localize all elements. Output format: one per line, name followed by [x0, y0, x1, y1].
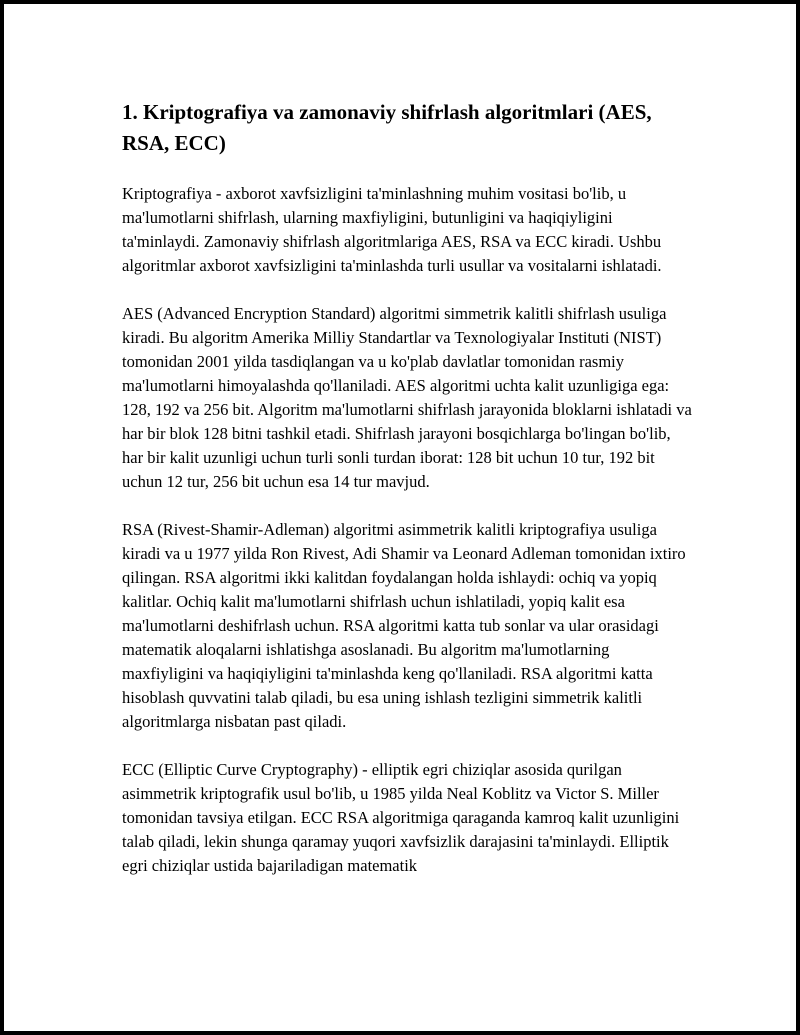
paragraph-intro: Kriptografiya - axborot xavfsizligini ta'minlashning muhim vositasi bo'lib, u ma'lumotlarni shifrlash, ularning maxfiyligini, butunligini va haqiqiyligini ta'minlaydi. Zamonaviy shifrlash algoritmlariga AES, RSA va ECC kiradi. Ushbu algoritmlar axborot xavfsizligini ta'minlashda turli usullar va vositalarni ishlatadi.	[122, 184, 662, 275]
section-title: 1. Kriptografiya va zamonaviy shifrlash algoritmlari (AES, RSA, ECC)	[122, 100, 652, 155]
document-content	[122, 97, 692, 902]
paragraph-rsa: RSA (Rivest-Shamir-Adleman) algoritmi asimmetrik kalitli kriptografiya usuliga kiradi va u 1977 yilda Ron Rivest, Adi Shamir va Leonard Adleman tomonidan ixtiro qilingan. RSA algoritmi ikki kalitdan foydalangan holda ishlaydi: ochiq va yopiq kalitlar. Ochiq kalit ma'lumotlarni shifrlash uchun ishlatiladi, yopiq kalit esa ma'lumotlarni deshifrlash uchun. RSA algoritmi katta tub sonlar va ular orasidagi matematik aloqalarni ishlatishga asoslanadi. Bu algoritm ma'lumotlarning maxfiyligini va haqiqiyligini ta'minlashda keng qo'llaniladi. RSA algoritmi katta hisoblash quvvatini talab qiladi, bu esa uning ishlash tezligini simmetrik kalitli algoritmlarga nisbatan past qiladi.	[122, 520, 686, 731]
paragraph-aes: AES (Advanced Encryption Standard) algoritmi simmetrik kalitli shifrlash usuliga kiradi. Bu algoritm Amerika Milliy Standartlar va Texnologiyalar Instituti (NIST) tomonidan 2001 yilda tasdiqlangan va u ko'plab davlatlar tomonidan rasmiy ma'lumotlarni himoyalashda qo'llaniladi. AES algoritmi uchta kalit uzunligiga ega: 128, 192 va 256 bit. Algoritm ma'lumotlarni shifrlash jarayonida bloklarni ishlatadi va har bir blok 128 bitni tashkil etadi. Shifrlash jarayoni bosqichlarga bo'lingan bo'lib, har bir kalit uzunligi uchun turli sonli turdan iborat: 128 bit uchun 10 tur, 192 bit uchun 12 tur, 256 bit uchun esa 14 tur mavjud.	[122, 304, 692, 491]
paragraph-ecc: ECC (Elliptic Curve Cryptography) - elliptik egri chiziqlar asosida qurilgan asimmetrik kriptografik usul bo'lib, u 1985 yilda Neal Koblitz va Victor S. Miller tomonidan tavsiya etilgan. ECC RSA algoritmiga qaraganda kamroq kalit uzunligini talab qiladi, lekin shunga qaramay yuqori xavfsizlik darajasini ta'minlaydi. Elliptik egri chiziqlar ustida bajariladigan matematik	[122, 760, 680, 875]
